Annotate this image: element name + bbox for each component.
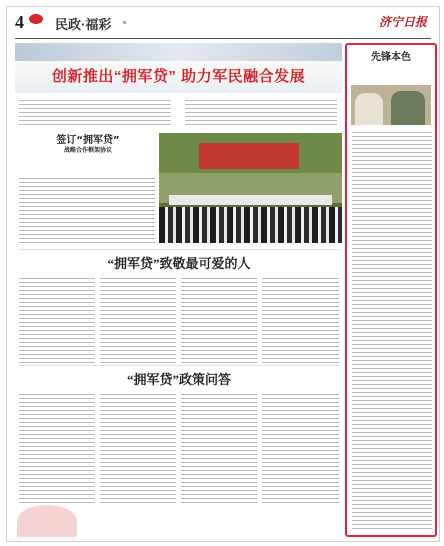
feature-headline-main: 签订“拥军贷” <box>56 135 120 146</box>
photo-table <box>169 195 332 205</box>
feature-body-text <box>19 175 155 243</box>
promo-disc <box>17 505 77 537</box>
separator-dot <box>123 21 126 24</box>
section-b-heading: “拥军贷”政策问答 <box>126 372 231 387</box>
sidebar-photo <box>351 85 431 125</box>
lead-column <box>185 97 337 127</box>
text-column <box>262 275 339 363</box>
text-column <box>181 391 257 503</box>
section-b-body <box>19 391 339 503</box>
text-column <box>100 391 176 503</box>
section-title: 民政·福彩 <box>55 17 112 32</box>
banner-background <box>15 43 342 61</box>
feature-subheadline: 战略合作框架协议 <box>63 147 112 154</box>
section-a-body <box>19 275 339 363</box>
promo-badge <box>17 505 77 537</box>
sidebar-title: 先锋本色 <box>371 52 411 63</box>
lead-paragraph <box>19 97 339 127</box>
text-column <box>19 275 95 363</box>
text-column <box>100 275 176 363</box>
newspaper-page <box>6 6 440 542</box>
masthead-rule <box>15 38 431 39</box>
section-a-heading: “拥军贷”致敬最可爱的人 <box>107 256 251 271</box>
section-divider <box>19 365 339 366</box>
photo-audience <box>159 207 342 243</box>
masthead <box>15 11 431 37</box>
signing-ceremony-photo <box>159 133 342 243</box>
feature-headline <box>19 135 157 155</box>
section-divider <box>19 249 339 250</box>
sidebar-box <box>345 43 437 537</box>
banner-title: 创新推出“拥军贷” 助力军民融合发展 <box>51 68 306 85</box>
photo-stage-screen <box>199 143 299 169</box>
photo-person <box>355 93 383 125</box>
text-column <box>181 275 257 363</box>
photo-person <box>391 91 425 125</box>
page-number: 4 <box>15 12 24 32</box>
logo-icon <box>29 14 43 24</box>
text-column <box>19 391 95 503</box>
paper-name: 济宁日报 <box>378 15 427 29</box>
text-column <box>262 391 339 503</box>
lead-column <box>19 97 171 127</box>
banner <box>15 43 342 93</box>
sidebar-body-text <box>352 129 432 531</box>
